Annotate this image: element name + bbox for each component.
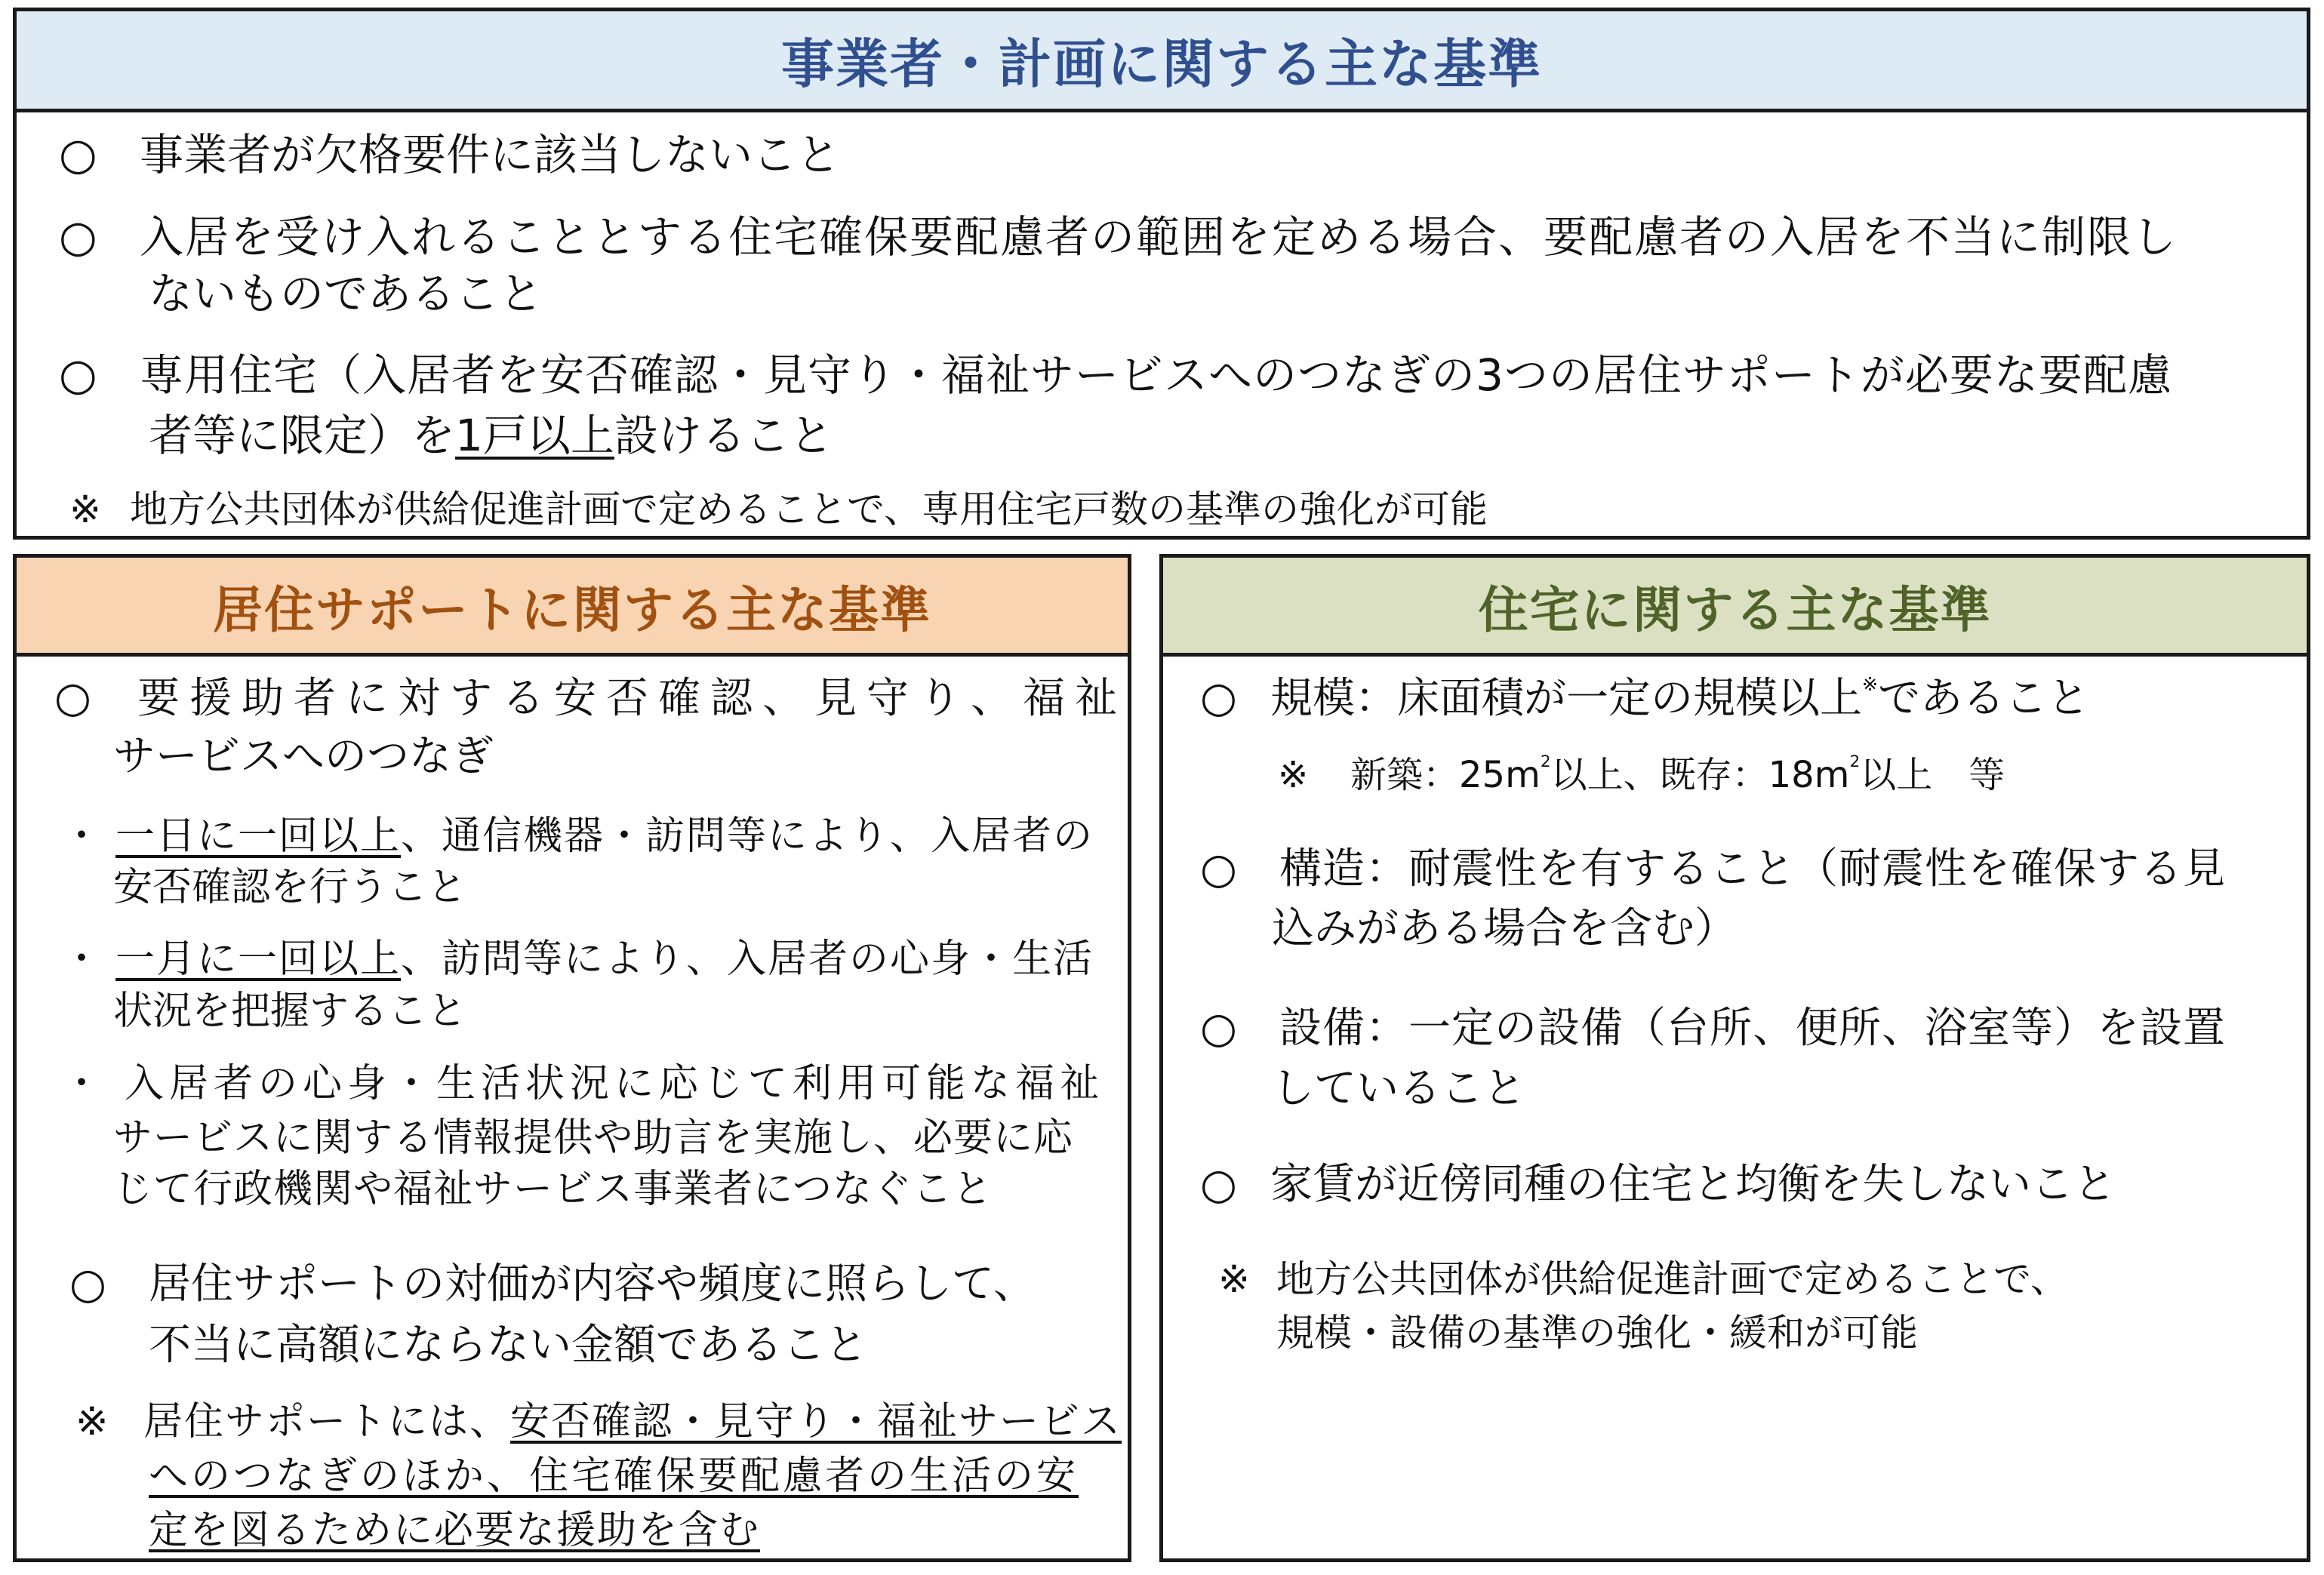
left-note-underlined-1: 安否確認・見守り・福祉サービス bbox=[510, 1399, 1122, 1444]
left-note-line1 bbox=[143, 1399, 1122, 1444]
left-subitem-2-underlined: 一月に一回以上 bbox=[115, 937, 402, 982]
note-mark-icon: ※ bbox=[75, 1399, 109, 1444]
circle-bullet-icon: ○ bbox=[69, 1260, 106, 1309]
note-mark-icon: ※ bbox=[69, 488, 101, 531]
top-item-3-line2-post: 設けること bbox=[614, 410, 833, 461]
housing-criteria-title: 住宅に関する主な基準 bbox=[1478, 580, 1992, 639]
right-item-4-line: 家賃が近傍同種の住宅と均衡を失しないこと bbox=[1270, 1160, 2116, 1209]
left-item-2-line1: 居住サポートの対価が内容や頻度に照らして、 bbox=[149, 1260, 1036, 1309]
right-item-1-post: であること bbox=[1878, 674, 2090, 723]
squared-sup-1: 2 bbox=[1540, 752, 1551, 771]
top-item-3-text-line1: 専用住宅（入居者を安否確認・見守り・福祉サービスへのつなぎの3つの居住サポートが必要な要配慮 bbox=[140, 349, 2172, 401]
left-subitem-1-line1 bbox=[115, 814, 1094, 859]
left-subitem-2-line2: 状況を把握すること bbox=[113, 989, 467, 1034]
right-item-3-line1: 設備：一定の設備（台所、便所、浴室等）を設置 bbox=[1279, 1004, 2226, 1053]
top-item-3-line2-pre: 者等に限定）を bbox=[149, 410, 456, 461]
dot-bullet-icon: ・ bbox=[62, 814, 102, 859]
note-mark-icon: ※ bbox=[1278, 754, 1309, 796]
left-subitem-1-underlined: 一日に一回以上 bbox=[115, 814, 402, 859]
left-subitem-3-line1: 入居者の心身・生活状況に応じて利用可能な福祉 bbox=[125, 1061, 1105, 1106]
circle-bullet-icon: ○ bbox=[59, 349, 97, 400]
business-plan-criteria-title: 事業者・計画に関する主な基準 bbox=[781, 33, 1542, 95]
circle-bullet-icon: ○ bbox=[59, 211, 97, 262]
squared-sup-2: 2 bbox=[1849, 752, 1861, 771]
left-subitem-2-rest: 、訪問等により、入居者の心身・生活 bbox=[401, 937, 1094, 982]
circle-bullet-icon: ○ bbox=[1200, 1160, 1237, 1209]
right-item-1-note-part3: 以上 等 bbox=[1860, 754, 2005, 796]
left-subitem-3-line3: じて行政機関や福祉サービス事業者につなぐこと bbox=[113, 1167, 993, 1212]
circle-bullet-icon: ○ bbox=[1200, 844, 1237, 894]
left-subitem-1-line2: 安否確認を行うこと bbox=[113, 865, 467, 910]
circle-bullet-icon: ○ bbox=[59, 128, 97, 180]
left-subitem-3-line2: サービスに関する情報提供や助言を実施し、必要に応 bbox=[113, 1115, 1074, 1161]
circle-bullet-icon: ○ bbox=[54, 673, 91, 722]
left-subitem-1-rest: 、通信機器・訪問等により、入居者の bbox=[401, 814, 1094, 859]
right-item-1-line bbox=[1270, 673, 2090, 723]
residence-support-criteria-title: 居住サポートに関する主な基準 bbox=[213, 580, 931, 639]
dot-bullet-icon: ・ bbox=[62, 1061, 102, 1106]
left-note-underlined-2: へのつなぎのほか、住宅確保要配慮者の生活の安 bbox=[149, 1453, 1079, 1499]
left-item-1-line1: 要援助者に対する安否確認、見守り、福祉 bbox=[137, 674, 1127, 723]
right-item-1-note-part1: 新築：25m bbox=[1350, 754, 1541, 796]
top-item-2-text-line2: ないものであること bbox=[149, 268, 543, 319]
right-item-2-line1: 構造：耐震性を有すること（耐震性を確保する見 bbox=[1279, 844, 2226, 894]
circle-bullet-icon: ○ bbox=[1200, 673, 1237, 722]
residence-support-criteria-header bbox=[17, 558, 1128, 657]
right-item-3-line2: していること bbox=[1272, 1064, 1525, 1113]
left-note-underlined-3: 定を図るために必要な援助を含む bbox=[149, 1508, 761, 1553]
right-item-1-note bbox=[1350, 752, 2005, 796]
housing-criteria-header bbox=[1163, 558, 2307, 657]
right-note-line2: 規模・設備の基準の強化・緩和が可能 bbox=[1276, 1311, 1918, 1355]
top-item-2-text-line1: 入居を受け入れることとする住宅確保要配慮者の範囲を定める場合、要配慮者の入居を不当に制限し bbox=[140, 211, 2178, 263]
top-item-1-text: 事業者が欠格要件に該当しないこと bbox=[140, 129, 841, 180]
circle-bullet-icon: ○ bbox=[1200, 1004, 1237, 1053]
right-item-1-note-part2: 以上、既存：18m bbox=[1550, 754, 1850, 796]
left-subitem-2-line1 bbox=[115, 937, 1094, 982]
right-item-1-note-ref: ※ bbox=[1862, 673, 1879, 695]
right-note-line1: 地方公共団体が供給促進計画で定めることで、 bbox=[1276, 1257, 2068, 1301]
left-item-1-line2: サービスへのつなぎ bbox=[113, 732, 494, 781]
right-item-2-line2: 込みがある場合を含む） bbox=[1272, 904, 1737, 953]
note-mark-icon: ※ bbox=[1218, 1257, 1250, 1301]
top-note-text: 地方公共団体が供給促進計画で定めることで、専用住宅戸数の基準の強化が可能 bbox=[130, 488, 1488, 531]
left-item-2-line2: 不当に高額にならない金額であること bbox=[149, 1321, 867, 1370]
left-note-pre: 居住サポートには、 bbox=[143, 1399, 511, 1444]
dot-bullet-icon: ・ bbox=[62, 937, 102, 982]
top-item-3-text-line2 bbox=[149, 410, 833, 461]
top-item-3-underlined: 1戸以上 bbox=[455, 410, 614, 461]
business-plan-criteria-header bbox=[17, 11, 2307, 112]
right-item-1-pre: 規模：床面積が一定の規模以上 bbox=[1270, 674, 1862, 723]
